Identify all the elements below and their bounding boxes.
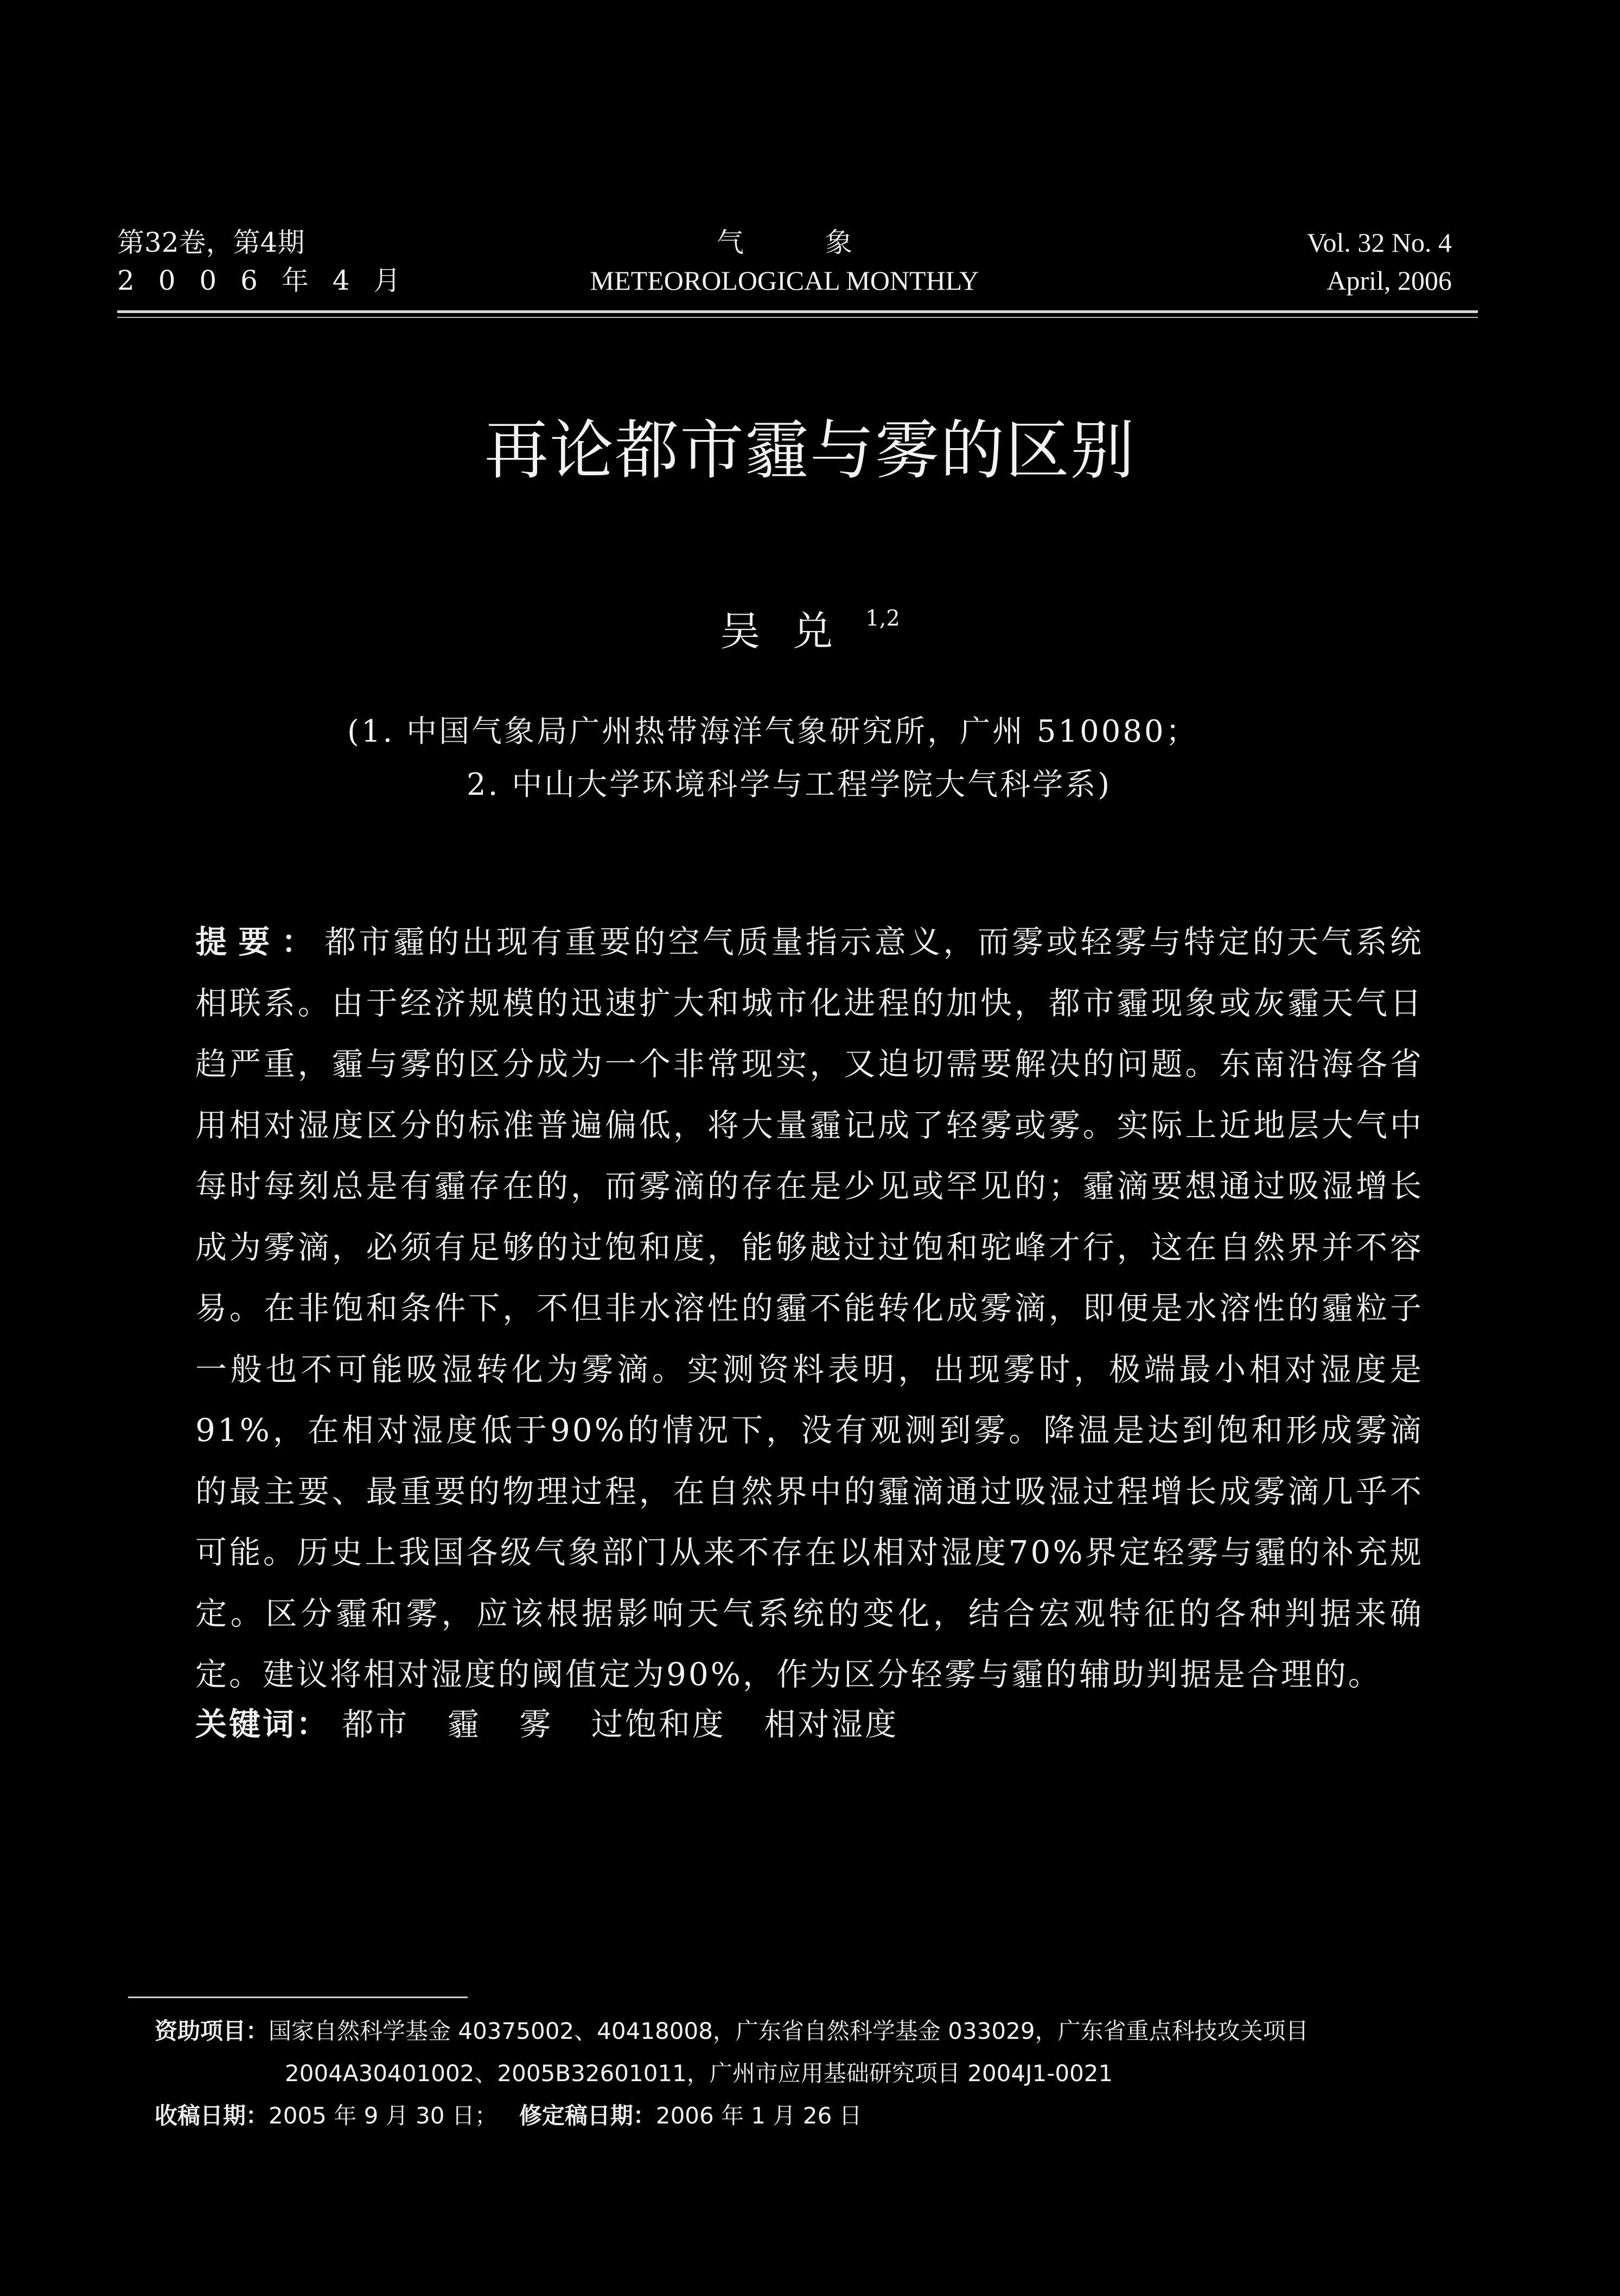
affiliations xyxy=(347,705,1403,812)
funding-line-2: 2004A30401002、2005B32601011，广州市应用基础研究项目 2004J1-0021 xyxy=(285,2060,1113,2087)
affiliation-2: 2. 中山大学环境科学与工程学院大气科学系) xyxy=(467,767,1112,802)
funding-label: 资助项目： xyxy=(155,2018,269,2044)
article-title: 再论都市霾与雾的区别 xyxy=(484,413,1136,488)
keyword-item: 过饱和度 xyxy=(591,1706,726,1743)
dates-line xyxy=(155,2095,1495,2137)
keywords-label: 关键词： xyxy=(195,1706,330,1743)
date-cn: 2 0 0 6 年 4 月 xyxy=(117,265,409,296)
author-name: 吴兑 xyxy=(720,608,866,655)
journal-header xyxy=(117,224,1452,299)
abstract-text: 都市霾的出现有重要的空气质量指示意义，而雾或轻雾与特定的天气系统相联系。由于经济规模的迅速扩大和城市化进程的加快，都市霾现象或灰霾天气日趋严重，霾与雾的区分成为一个非常现实，又迫切需要解决的问题。东南沿海各省用相对湿度区分的标准普遍偏低，将大量霾记成了轻雾或雾。实际上近地层大气中每时每刻总是有霾存在的，而雾滴的存在是少见或罕见的；霾滴要想通过吸湿增长成为雾滴，必须有足够的过饱和度，能够越过过饱和驼峰才行，这在自然界并不容易。在非饱和条件下，不但非水溶性的霾不能转化成雾滴，即便是水溶性的霾粒子一般也不可能吸湿转化为雾滴。实测资料表明，出现雾时，极端最小相对湿度是91%，在相对湿度低于90%的情况下，没有观测到雾。降温是达到饱和形成雾滴的最主要、最重要的物理过程，在自然界中的霾滴通过吸湿过程增长成雾滴几乎不可能。历史上我国各级气象部门从来不存在以相对湿度70%界定轻雾与霾的补充规定。区分霾和雾，应该根据影响天气系统的变化，结合宏观特征的各种判据来确定。建议将相对湿度的阈值定为90%，作为区分轻雾与霾的辅助判据是合理的。 xyxy=(195,923,1424,1693)
keyword-item: 相对湿度 xyxy=(764,1706,899,1743)
funding-line-1 xyxy=(155,2010,1495,2052)
received-label: 收稿日期： xyxy=(155,2102,269,2129)
abstract-label: 提要： xyxy=(195,923,325,960)
author-line xyxy=(0,591,1620,659)
revised-date: 2006 年 1 月 26 日 xyxy=(655,2102,862,2129)
keyword-item: 都市 xyxy=(342,1706,410,1743)
keywords xyxy=(195,1697,1424,1751)
keyword-item: 霾 xyxy=(447,1706,481,1743)
abstract xyxy=(195,911,1424,1705)
journal-name-en: METEOROLOGICAL MONTHLY xyxy=(590,265,979,296)
funding-text-1: 国家自然科学基金 40375002、40418008，广东省自然科学基金 033029，广东省重点科技攻关项目 xyxy=(269,2018,1309,2044)
volume-issue-en: Vol. 32 No. 4 xyxy=(1306,227,1452,258)
footnote-rule xyxy=(128,1997,468,1998)
received-date: 2005 年 9 月 30 日； xyxy=(269,2102,498,2129)
footnote xyxy=(155,2010,1495,2137)
header-rule-thin xyxy=(117,317,1478,318)
date-en: April, 2006 xyxy=(1326,265,1452,296)
revised-label: 修定稿日期： xyxy=(519,2102,656,2129)
header-rule-thick xyxy=(117,310,1478,313)
volume-issue-cn: 第32卷，第4期 xyxy=(117,227,305,258)
journal-name-cn: 气象 xyxy=(717,227,934,258)
keyword-item: 雾 xyxy=(519,1706,553,1743)
header-center xyxy=(117,224,1452,299)
author-affiliation-marks: 1,2 xyxy=(865,606,900,631)
affiliation-1: (1. 中国气象局广州热带海洋气象研究所，广州 510080； xyxy=(347,714,1198,749)
header-right xyxy=(1307,224,1452,299)
